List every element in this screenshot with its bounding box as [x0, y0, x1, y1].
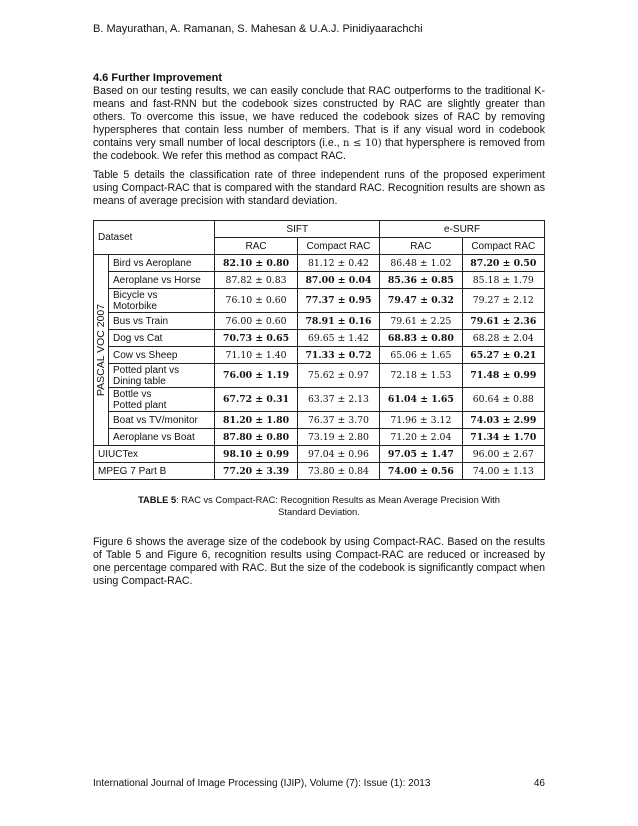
row-label: [109, 272, 215, 289]
value-cell: 68.83 ± 0.80: [380, 330, 462, 347]
sift-header: SIFT: [215, 221, 380, 238]
value-cell: 76.37 ± 3.70: [297, 412, 379, 429]
table-row: [94, 429, 545, 446]
row-label-line: Bus vs Train: [113, 315, 169, 327]
row-label: [109, 330, 215, 347]
value-cell: 87.80 ± 0.80: [215, 429, 297, 446]
value-cell: 73.19 ± 2.80: [297, 429, 379, 446]
value-cell: 71.20 ± 2.04: [380, 429, 462, 446]
page-footer: [93, 778, 545, 789]
paragraph-1-text-a: Based on our testing results, we can easily conclude that RAC outperforms to the traditional K-means and fast-RNN but the codebook sizes constructed by RAC are slightly greater than others. To overcome this issue, we have reduced the codebook sizes of RAC by removing hyperspheres that contain less number of members. That is if any visual word in codebook contains very small number of local descriptors (i.e.,: [93, 85, 545, 149]
value-cell: 81.12 ± 0.42: [297, 255, 379, 272]
row-label-line: Boat vs TV/monitor: [113, 414, 198, 426]
row-label: [109, 347, 215, 364]
row-label: [109, 388, 215, 412]
value-cell: 75.62 ± 0.97: [297, 364, 379, 388]
table-row: [94, 330, 545, 347]
row-label: [109, 289, 215, 313]
row-label-line: Aeroplane vs Horse: [113, 274, 201, 286]
value-cell: 97.04 ± 0.96: [297, 446, 379, 463]
value-cell: 97.05 ± 1.47: [380, 446, 462, 463]
row-label: [109, 412, 215, 429]
value-cell: 78.91 ± 0.16: [297, 313, 379, 330]
paragraph-2: Table 5 details the classification rate of three independent runs of the proposed experiment using Compact-RAC that is compared with the standard RAC. Recognition results are shown as means of average precision with standard deviation.: [93, 169, 545, 207]
value-cell: 65.27 ± 0.21: [462, 347, 544, 364]
paragraph-1-math: n ≤ 10): [342, 138, 382, 149]
row-label: [109, 364, 215, 388]
paragraph-1-text-b: that hypersphere is removed from the codebook. We refer this method as compact RAC.: [93, 137, 545, 162]
running-head: B. Mayurathan, A. Ramanan, S. Mahesan & U.A.J. Pinidiyaarachchi: [93, 23, 423, 35]
paragraph-1: [93, 85, 545, 163]
table-row: [94, 364, 545, 388]
value-cell: 82.10 ± 0.80: [215, 255, 297, 272]
dataset-header: Dataset: [94, 221, 215, 255]
value-cell: 77.37 ± 0.95: [297, 289, 379, 313]
group-label: PASCAL VOC 2007: [95, 303, 107, 397]
table-row: [94, 347, 545, 364]
table-row: [94, 289, 545, 313]
results-table: [93, 220, 545, 480]
page-content: [93, 72, 545, 594]
row-label: [94, 446, 215, 463]
value-cell: 74.03 ± 2.99: [462, 412, 544, 429]
value-cell: 61.04 ± 1.65: [380, 388, 462, 412]
value-cell: 79.47 ± 0.32: [380, 289, 462, 313]
value-cell: 71.10 ± 1.40: [215, 347, 297, 364]
subheader-esurf-rac: RAC: [380, 238, 462, 255]
table-body: [94, 255, 545, 480]
value-cell: 81.20 ± 1.80: [215, 412, 297, 429]
value-cell: 74.00 ± 1.13: [462, 463, 544, 480]
value-cell: 85.36 ± 0.85: [380, 272, 462, 289]
table-row: [94, 388, 545, 412]
row-label: [94, 463, 215, 480]
row-label-line: Dog vs Cat: [113, 332, 163, 344]
table-row: [94, 313, 545, 330]
value-cell: 85.18 ± 1.79: [462, 272, 544, 289]
row-label: [109, 255, 215, 272]
subheader-sift-rac: RAC: [215, 238, 297, 255]
caption-text: : RAC vs Compact-RAC: Recognition Results as Mean Average Precision With Standard Deviation.: [176, 495, 500, 517]
row-label-line: Cow vs Sheep: [113, 349, 178, 361]
table-caption: [123, 494, 515, 518]
value-cell: 96.00 ± 2.67: [462, 446, 544, 463]
caption-label: TABLE 5: [138, 495, 177, 505]
row-label-line: Bicycle vs: [113, 289, 158, 301]
value-cell: 74.00 ± 0.56: [380, 463, 462, 480]
value-cell: 65.06 ± 1.65: [380, 347, 462, 364]
esurf-header: e-SURF: [380, 221, 545, 238]
subheader-sift-compact: Compact RAC: [297, 238, 379, 255]
footer-text: International Journal of Image Processing (IJIP), Volume (7): Issue (1): 2013: [93, 778, 431, 789]
value-cell: 79.27 ± 2.12: [462, 289, 544, 313]
row-label-line: UIUCTex: [98, 448, 139, 460]
value-cell: 72.18 ± 1.53: [380, 364, 462, 388]
value-cell: 69.65 ± 1.42: [297, 330, 379, 347]
row-label-line: Dining table: [113, 375, 166, 387]
value-cell: 71.34 ± 1.70: [462, 429, 544, 446]
table-row: [94, 463, 545, 480]
value-cell: 76.00 ± 0.60: [215, 313, 297, 330]
value-cell: 79.61 ± 2.25: [380, 313, 462, 330]
row-label: [109, 313, 215, 330]
value-cell: 67.72 ± 0.31: [215, 388, 297, 412]
value-cell: 71.96 ± 3.12: [380, 412, 462, 429]
value-cell: 71.33 ± 0.72: [297, 347, 379, 364]
page-number: 46: [533, 778, 545, 789]
row-label-line: Potted plant vs: [113, 364, 180, 376]
value-cell: 87.82 ± 0.83: [215, 272, 297, 289]
row-label-line: MPEG 7 Part B: [98, 465, 167, 477]
table-row: [94, 446, 545, 463]
value-cell: 71.48 ± 0.99: [462, 364, 544, 388]
value-cell: 63.37 ± 2.13: [297, 388, 379, 412]
value-cell: 68.28 ± 2.04: [462, 330, 544, 347]
value-cell: 98.10 ± 0.99: [215, 446, 297, 463]
subheader-esurf-compact: Compact RAC: [462, 238, 544, 255]
value-cell: 86.48 ± 1.02: [380, 255, 462, 272]
value-cell: 77.20 ± 3.39: [215, 463, 297, 480]
value-cell: 60.64 ± 0.88: [462, 388, 544, 412]
value-cell: 87.20 ± 0.50: [462, 255, 544, 272]
group-label-cell: [94, 255, 109, 446]
value-cell: 79.61 ± 2.36: [462, 313, 544, 330]
value-cell: 87.00 ± 0.04: [297, 272, 379, 289]
row-label-line: Bottle vs: [113, 388, 152, 400]
value-cell: 73.80 ± 0.84: [297, 463, 379, 480]
paragraph-3: Figure 6 shows the average size of the codebook by using Compact-RAC. Based on the results of Table 5 and Figure 6, recognition results using Compact-RAC are reduced or increased by one percentage compared with RAC. But the size of the codebook is significantly compact when using Compact-RAC.: [93, 536, 545, 587]
row-label-line: Motorbike: [113, 300, 157, 312]
table-row: [94, 412, 545, 429]
value-cell: 76.00 ± 1.19: [215, 364, 297, 388]
row-label-line: Bird vs Aeroplane: [113, 257, 192, 269]
row-label: [109, 429, 215, 446]
value-cell: 70.73 ± 0.65: [215, 330, 297, 347]
section-title: 4.6 Further Improvement: [93, 72, 222, 84]
table-header-row: [94, 221, 545, 238]
row-label-line: Aeroplane vs Boat: [113, 431, 195, 443]
table-row: [94, 255, 545, 272]
table-row: [94, 272, 545, 289]
value-cell: 76.10 ± 0.60: [215, 289, 297, 313]
row-label-line: Potted plant: [113, 399, 167, 411]
